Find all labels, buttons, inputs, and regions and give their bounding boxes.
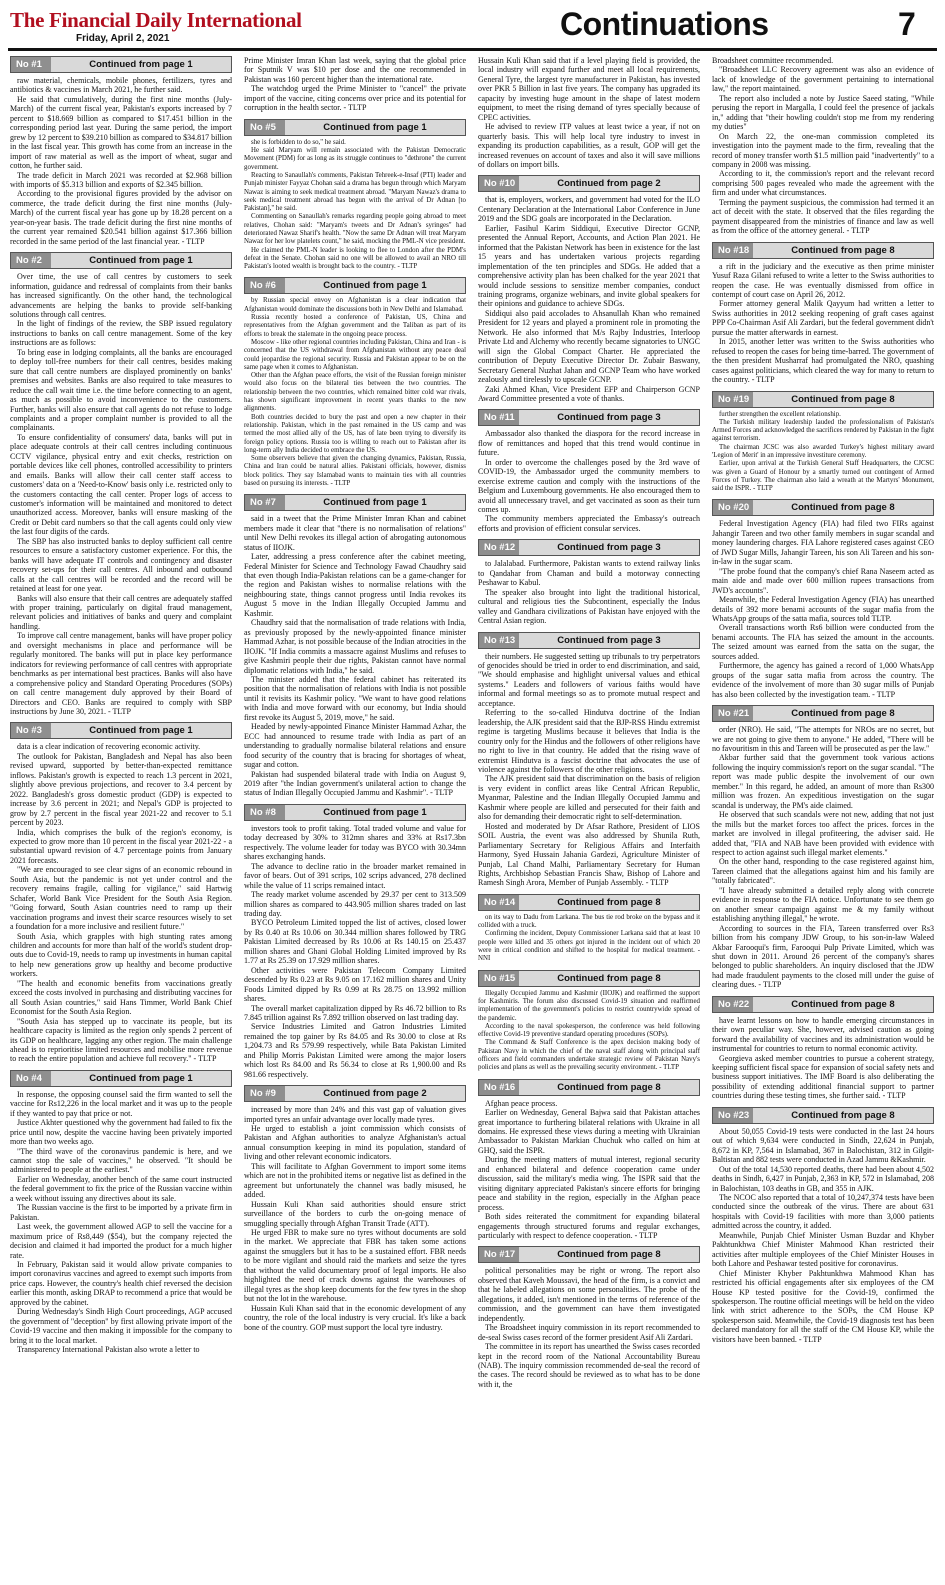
story-paragraph: The committee in its report has unearthed the Swiss cases recorded kept in the record room of the National Accountability Bureau (NAB). The inquiry commission recommended de-seal the record of the cases. The record should be reviewed as to what has to be done with it, the xyxy=(478,1342,700,1389)
story-paragraph: Earlier on Wednesday, General Bajwa said that Pakistan attaches great importance to furthering bilateral relations with Ukraine in all domains. He expressed these views during a meeting with Ukrainian Ambassador to Pakistan Markian Chuchuk who called on him at GHQ, said the ISPR. xyxy=(478,1108,700,1155)
story-paragraph: According to sources in the FIA, Tareen transferred over Rs3 billion from his company JDW Group, to his son-in-law Waleed Akbar Farooqui's firm, Farooqui Pulp Private Limited, which was shut down in 2011. Around 26 percent of the company's shares belonged to public shareholders. An inquiry disclosed that the JDW had made fraudulent payments to the closed mill under the guise of clearing dues. - TLTP xyxy=(712,923,934,990)
story-paragraph: Federal Investigation Agency (FIA) had filed two FIRs against Jahangir Tareen and two other family members in sugar scandal and money laundering charges. FIA Lahore registered cases against CEO of JWD Sugar Mills, Jahangir Tareen, his son Ali Tareen and his son-in-law in the sugar scam. xyxy=(712,519,934,567)
story xyxy=(478,970,700,1073)
story-number: No #9 xyxy=(245,1086,285,1101)
continued-from-label: Continued from page 1 xyxy=(89,1072,193,1084)
story-number: No #11 xyxy=(479,410,519,425)
story-paragraph: Out of the total 14,530 reported deaths, there had been about 4,502 deaths in Sindh, 6,427 in Punjab, 2,363 in KP, 572 in Islamabad, 208 in Balochistan, 103 deaths in GB, and 355 in AJK. xyxy=(712,1164,934,1193)
story xyxy=(10,722,232,1063)
continued-from-label: Continued from page 2 xyxy=(557,178,661,190)
story-paragraph: He advised to review ITP values at least twice a year, if not on quarterly basis. This will help local tyre industry to invest in expanding its production capabilities, as a result, GOP will get the increased revenues on account of taxes and also it will save millions of dollars on import bills. xyxy=(478,122,700,169)
story-paragraph: According to the provisional figures provided by the advisor on commerce, the trade deficit during the first nine months (July-March) of the current fiscal year has gone up by 18.28 percent on a year-on-year basis. The trade deficit during the first nine months of the current year remained $20.541 billion against $17.366 billion recorded in the same period of the last financial year. - TLTP xyxy=(10,189,232,246)
story-paragraph: Service Industries Limited and Gatron Industries Limited remained the top gainer by Rs 84.05 and Rs 30.00 to close at Rs 1,204.73 and Rs 579.99 respectively, while Bata Pakistan Limited and Philip Morris Pakistan Limited were among the major losers which lost Rs 84.00 and Rs 56.34 to close at Rs 1,900.00 and Rs 981.66 respectively. xyxy=(244,1022,466,1079)
story-paragraph: to Jalalabad. Furthermore, Pakistan wants to extend railway links to Qandahar from Chaman and build a motorway connecting Peshawar to Kabul. xyxy=(478,559,700,588)
story-paragraph: Transparency International Pakistan also wrote a letter to xyxy=(17,1345,200,1355)
story-number: No #3 xyxy=(11,723,51,738)
story-paragraph: Chief Minister Khyber Pakhtunkhwa Mahmood Khan has restricted his official engagements after six employees of the CM House KP tested positive for the Covid-19, confirmed the spokesperson. The routine official meetings will be held on the video link with strict adherence to the SOPs, the CM House KP spokesperson said. Meanwhile, the Covid-19 diagnosis test has been declared mandatory for all the staff of the CM House KP, while the visitors have been banned. - TLTP xyxy=(712,1268,934,1344)
page-number: 7 xyxy=(898,6,916,42)
story xyxy=(478,894,700,964)
story-paragraph: In order to overcome the challenges posed by the 3rd wave of COVID-19, the Ambassador urged the community members to exercise extreme caution and comply with the instructions of the Belgium and Luxembourg governments. He also encouraged them to avoid all unnecessary travel, and get vaccinated as soon as their turn comes up. xyxy=(478,457,700,515)
story xyxy=(712,1107,934,1344)
story-paragraph: Other than the Afghan peace efforts, the visit of the Russian foreign minister would also focus on the bilateral ties between the two countries. The relationship between the two countries, which remained bitter cold war rivals, has shown significant improvement in recent years thanks to the new alignments. xyxy=(244,372,466,413)
story-paragraph: Overall transactions worth Rs6 billion were conducted from the benami accounts. The FIA has seized the amount in the accounts. The seized amount was earned from the satta on the sugar, the sources added. xyxy=(712,623,934,661)
story-paragraph: said in a tweet that the Prime Minister Imran Khan and cabinet members made it clear that "there is no normalisation of relations" until New Delhi revokes its illegal action of abrogating autonomous status of IIOJK. xyxy=(244,514,466,552)
story-paragraph: The SBP has also instructed banks to deploy sufficient call centre resources to ensure a satisfactory customer experience. For this, the banks will have adequate IT controls and contingency and disaster recovery set-ups for their call centres. All inbound and outbound calls at the call centres will be recorded and the record will be retained at least for one year. xyxy=(10,536,232,594)
masthead-rule xyxy=(8,48,937,51)
story-paragraph: increased by more than 24% and this vast gap of valuation gives imported tyres an unfair advantage over locally made tyres. xyxy=(244,1105,466,1124)
story-paragraph: Referring to the so-called Hindutva doctrine of the Indian leadership, the AJK president said that the BJP-RSS Hindu extremist regime is targeting Muslims because it believes that India is the country only for the Hindus and the followers of other religions have no right to live in that country. He added that the rising wave of extremist Hindutva is a fascist doctrine that advocates the use of violence against the followers of the other religions. xyxy=(478,708,700,774)
story-number: No #22 xyxy=(713,997,753,1012)
story xyxy=(712,391,934,494)
story-paragraph: About 50,055 Covid-19 tests were conducted in the last 24 hours out of which 9,634 were conducted in Sindh, 22,624 in Punjab, 8,672 in KP, 7,564 in Islamabad, 367 in Balochistan, 312 in Gilgit-Baltistan and 882 tests were conducted in Azad Jammu &Kashmir. xyxy=(712,1126,934,1165)
story-paragraph: Georgieva asked member countries to pursue a coherent strategy, keeping sufficient fiscal space for expansion of social safety nets and business support initiatives. The IMF Board is also deliberating the possibility of extending additional financial support to partner countries during these testing times, she further said. - TLTP xyxy=(712,1053,934,1101)
story-paragraph: political personalities may be right or wrong. The report also observed that Kaveh Moussavi, the head of the firm, is a convict and that he labeled allegations on some personalities. The probe of the allegations, it added, isn't mentioned in the terms of reference of the commission, and the government can have them investigated independently. xyxy=(478,1266,700,1323)
masthead xyxy=(0,0,945,50)
story-number: No #13 xyxy=(479,633,519,648)
story-paragraph: Chaudhry said that the normalisation of trade relations with India, as previously proposed by the newly-appointed finance minister Hammad Azhar, is not possible because of the Indian atrocities in the IIOJK. "If India commits a massacre against Muslims and refuses to give Kashmiri people their due rights, Pakistan cannot have normal diplomatic relations with India," he said. xyxy=(244,618,466,675)
story xyxy=(10,1070,232,1355)
continued-from-label: Continued from page 2 xyxy=(323,1088,427,1100)
story-paragraph: investors took to profit taking. Total traded volume and value for today decreased by 30% to 312mn shares and 33% at Rs17.3bn respectively. The volume leader for today was BYCO with 30.34mn shares exchanging hands. xyxy=(244,823,466,862)
column-1 xyxy=(10,56,232,1582)
story-paragraph: The minister added that the federal cabinet has reiterated its position that the normalisation of relations with India is not possible until it revisits its Kashmir policy. "We want to have good relations with India and move forward with our economy, but India should first revoke its August 5, 2019, move," he said. xyxy=(244,675,466,722)
story-paragraph: This will facilitate to Afghan Government to import some items which are not in the prohibited items or negative list as defined in the agreement but unfortunately the channel was badly misused, he added. xyxy=(244,1161,466,1200)
continued-from-label: Continued from page 1 xyxy=(89,255,193,267)
story-paragraph: Both sides reiterated the commitment for expanding bilateral engagements through structured forums and regular exchanges, particularly with respect to defence cooperation. - TLTP xyxy=(478,1212,700,1240)
story-paragraph: Other activities were Pakistan Telecom Company Limited descended by Rs 0.23 at Rs 9.05 on 17.162 million shares and Unity Foods Limited dipped by Rs 0.99 at Rs 28.75 on 13.992 million shares. xyxy=(244,965,466,1004)
story-paragraph: on its way to Dadu from Larkana. The bus tie rod broke on the bypass and it collided with a truck. xyxy=(478,913,700,930)
story-paragraph: In response, the opposing counsel said the firm wanted to sell the vaccine for Rs12,226 in the local market and it was up to the people if they wanted to pay that price or not. xyxy=(10,1089,232,1118)
story xyxy=(244,804,466,1079)
story-header xyxy=(712,996,934,1013)
story xyxy=(478,1079,700,1241)
story-paragraph: "Broadsheet LLC Recovery agreement was also an evidence of lack of knowledge of the government pertaining to international law," the report maintained. xyxy=(712,65,934,94)
story-paragraph: Siddiqui also paid accolades to Ahsanullah Khan who remained President for 12 years and played a prominent role in promoting the Network. He also informed that M/s Rajby Industries, Interloop Private Ltd and Alchemy who recently became signatories to UNGC will sign the Global Compact Charter. He appreciated the contribution of Deputy Executive Director Dr. Zubair Baswany, Secretary General Nuzhat Jahan and GCNP Team who have worked zealously and tirelessly to upscale GCNP. xyxy=(478,308,700,385)
story xyxy=(244,1085,466,1332)
story xyxy=(478,1246,700,1389)
story-paragraph: Last week, the government allowed AGP to sell the vaccine for a maximum price of Rs8,449 ($54), but the company rejected the decision and claimed it had imported the product for a much higher rate. xyxy=(10,1222,232,1260)
continued-from-label: Continued from page 8 xyxy=(557,972,661,984)
story-paragraph: Hosted and moderated by Dr Afsar Rathore, President of LIOS SOIL Austria, the event was also addressed by Shunila Ruth, Parliamentary Secretary for Religious Affairs and Interfaith Harmony, Syed Hussain Jahania Gardezi, Agriculture Minister of Punjab, Lal Chand Malhi, Parliamentary Secretary for Human Rights, Archbishop Sebastian Francis Shaw, Bishop of Lahore and Ramesh Singh Arora, Member of Punjab Assembly. - TLTP xyxy=(478,821,700,888)
story-paragraph: "I have already submitted a detailed reply along with concrete evidence in response to the FIA notice. Unfortunate to see them go on another smear campaign against me & my family without establishing anything illegal," he wrote. xyxy=(712,885,934,924)
story-paragraph: The NCOC also reported that a total of 10,247,374 tests have been conducted since the outbreak of the virus. There are about 631 hospitals with Covid-19 facilities with more than 3,000 patients admitted across the country, it added. xyxy=(712,1193,934,1231)
story xyxy=(244,56,466,113)
story-number: No #23 xyxy=(713,1108,753,1123)
story-paragraph: According to it, the commission's report and the relevant record comprising 500 pages revealed who made the agreement with the firm and under what circumstances. xyxy=(712,169,934,198)
continued-from-label: Continued from page 8 xyxy=(791,1109,895,1121)
story-paragraph: Commenting on Sanaullah's remarks regarding people going abroad to meet relatives, Chohan said: "Maryam's tweets and Dr Adnan's syringes" had deteriorated Nawaz Sharif's health. "Now the same Dr Adnan will treat Maryam Nawaz for her low platelets count," he said, mocking the PML-N vice president. xyxy=(244,213,466,246)
story-paragraph: Hussain Kuli Khan said authorities should ensure strict surveillance of the borders to curb the on-going menace of smuggling specially through Afghan Transit Trade (ATT). xyxy=(244,1199,466,1228)
story-paragraph: He claimed the PML-N leader is looking to flee to London after the PDM's defeat in the Senate. Chohan said no one will be allowed to avail an NRO till Pakistan's looted wealth is brought back to the country. - TLTP xyxy=(244,246,466,271)
story-paragraph: The report also included a note by Justice Saeed stating, "While perusing the report in Margalla, I could feel the presence of jackals in," adding that "their howling couldn't stop me from my rendering my duties" xyxy=(712,93,934,132)
continued-from-label: Continued from page 1 xyxy=(323,806,427,818)
story-paragraph: Justice Akhter questioned why the government had failed to fix the price until now, despite the vaccine having been privately imported more than two weeks ago. xyxy=(10,1118,232,1147)
story-paragraph: To bring ease in lodging complaints, all the banks are encouraged to deploy toll-free numbers for their call centres, besides making sure that call centre numbers are displayed prominently on banks' premises and websites. Banks are also required to take measures to reduce the call wait time i.e. the time before connecting to an agent, as much as possible to avoid inconvenience to the customers. Further, banks will also ensure that call agents do not refuse to lodge complaints and a proper complaint number is provided to all the complainants. xyxy=(10,347,232,433)
story-paragraph: "South Asia has stepped up to vaccinate its people, but its healthcare capacity is limited as the region only spends 2 percent of its GDP on healthcare, lagging any other region. The main challenge ahead is to reprioritise limited resources and mobilise more revenue to reach the entire population and achieve full recovery." - TLTP xyxy=(10,1016,232,1064)
continued-from-label: Continued from page 1 xyxy=(323,121,427,133)
story-paragraph: The AJK president said that discrimination on the basis of religion is very evident in conflict areas like Central African Republic, Myanmar, Palestine and the Indian Illegally Occupied Jammu and Kashmir where people are killed and persecuted for their faith and also for demanding their democratic right to self-determination. xyxy=(478,774,700,822)
story-paragraph: Both countries decided to bury the past and open a new chapter in their relationship. Pakistan, which in the past remained in the US camp and was termed the most allied ally of the US, has of late been trying to diversify its foreign policy options. Russia too is willing to reach out to Pakistan after its long-term ally India decided to embrace the US. xyxy=(244,413,466,454)
story xyxy=(10,56,232,246)
story-paragraph: a rift in the judiciary and the executive as then prime minister Yusuf Raza Gilani refused to write a letter to the Swiss authorities to reopen the case. He was eventually dismissed from office in contempt of court case on April 26, 2012. xyxy=(712,261,934,299)
story-header xyxy=(10,1070,232,1087)
story xyxy=(244,277,466,488)
story-paragraph: The community members appreciated the Embassy's outreach efforts and provision of efficient consular services. xyxy=(478,514,700,533)
story-paragraph: "The probe found that the company's chief Rana Naseem acted as main aide and made over 600 million rupees transactions from JWD's accounts". xyxy=(712,566,934,595)
story-paragraph: The overall market capitalization dipped by Rs 46.72 billion to Rs 7.845 trillion against Rs 7.892 trillion observed on last trading day. xyxy=(244,1003,466,1022)
story-paragraph: South Asia, which grapples with high stunting rates among children and accounts for more than half of the world's student drop-outs due to Covid-19, needs to ramp up investments in human capital to help new generations grow up healthy and become productive workers. xyxy=(10,931,232,979)
story-number: No #6 xyxy=(245,278,285,293)
story-header xyxy=(478,175,700,192)
story-number: No #15 xyxy=(479,971,519,986)
story xyxy=(712,996,934,1101)
story-paragraph: Hussain Kuli Khan said that in the economic development of any country, the role of the local industry is very crucial. It's like a back bone of the country. GOP must support the local tyre industry. xyxy=(244,1303,466,1332)
story-number: No #20 xyxy=(713,500,753,515)
story-header xyxy=(10,252,232,269)
story-paragraph: He observed that such scandals were not new, adding that not just the mills but the market forces too affect the prices. forces in the market are involved in illegal profiteering, the adviser said. He added that, "FIA and NAB have been provided with evidence with respect to action against such illegal market elements." xyxy=(712,810,934,857)
story-number: No #2 xyxy=(11,253,51,268)
continued-from-label: Continued from page 3 xyxy=(557,634,661,646)
story-paragraph: that is, employers, workers, and government had voted for the ILO Centenary Declaration at the International Labor Conference in June 2019 and the SDG goals are incorporated in the Declaration. xyxy=(478,195,700,224)
story-header xyxy=(244,277,466,294)
story-header xyxy=(478,632,700,649)
story-number: No #10 xyxy=(479,176,519,191)
continued-from-label: Continued from page 8 xyxy=(557,896,661,908)
story-number: No #21 xyxy=(713,706,753,721)
continued-from-label: Continued from page 8 xyxy=(791,708,895,720)
story-paragraph: The ready market volume ascended by 29.37 per cent to 313.509 million shares as compared to 443.905 million shares traded on last trading day. xyxy=(244,890,466,918)
story-number: No #5 xyxy=(245,120,285,135)
continued-from-label: Continued from page 8 xyxy=(791,393,895,405)
story-paragraph: Former attorney general Malik Qayyum had written a letter to Swiss authorities in 2012 seeking reopening of graft cases against PPP Co-Chairman Asif Ali Zardari, but the federal government didn't pursue the matter afterwards in earnest. xyxy=(712,299,934,337)
story-paragraph: On March 22, the one-man commission completed its investigation into the payment made to the firm, revealing that the record of money transfer worth $1.5 million paid "inadvertently" to a company in 2008 was missing. xyxy=(712,131,934,169)
column-2 xyxy=(244,56,466,1582)
story-paragraph: The Turkish military leadership lauded the professionalism of Pakistan's Armed Forces and acknowledged the sacrifices rendered by Pakistan in the fight against terrorism. xyxy=(712,418,934,443)
story-paragraph: Hussain Kuli Khan said that if a level playing field is provided, the local industry will expand further and meet all local requirements, General Tyre, the largest tyre manufacturer in Pakistan, has invested over PKR 5 Billion in last five years. The company has upgraded its capacity by investing huge amount in the shape of latest modern equipment, to meet the rising demand of tyres specially because of CPEC activities. xyxy=(478,56,700,122)
continued-from-label: Continued from page 8 xyxy=(557,1249,661,1261)
story-header xyxy=(712,499,934,516)
story-paragraph: The chairman JCSC was also awarded Turkey's highest military award 'Legion of Merit' in an impressive investiture ceremony. xyxy=(712,443,934,459)
story-paragraph: During the meeting matters of mutual interest, regional security and enhanced bilateral and defence cooperation came under discussion, said the military's media wing. The ISPR said that the visiting dignitary appreciated Pakistan's sincere efforts for bringing peace and stability in the region, especially in the Afghan peace process. xyxy=(478,1155,700,1212)
story-paragraph: BYCO Petroleum Limited topped the list of actives, closed lower by Rs 0.40 at Rs 10.06 on 30.344 million shares followed by TRG Pakistan Limited decreased by Rs 10.06 at Rs 140.15 on 25.437 million shares and Ghani Global Holding Limited improved by Rs 1.77 at Rs 25.39 on 17.929 million shares. xyxy=(244,918,466,966)
story-paragraph: Illegally Occupied Jammu and Kashmir (IIOJK) and reaffirmed the support for Kashmiris. The forum also discussed Covid-19 situation and reaffirmed implementation of the government's policies to restrict countrywide spread of the pandemic. xyxy=(478,989,700,1022)
story-header xyxy=(478,539,700,556)
section-title: Continuations xyxy=(560,6,769,42)
story xyxy=(244,119,466,272)
story-paragraph: He said Maryam will remain associated with the Pakistan Democratic Movement (PDM) for as long as its struggle continues to "dethrone" the current government. xyxy=(244,147,466,171)
story xyxy=(478,175,700,403)
story xyxy=(244,494,466,798)
continued-from-label: Continued from page 1 xyxy=(89,59,193,70)
story xyxy=(712,499,934,699)
story-paragraph: order (NRO). He said, "The attempts for NROs are no secret, but we are not going to give them to anyone." He added, "There will be no favouritism in this and Tareen will be prosecuted as per the law." xyxy=(712,725,934,753)
story-header xyxy=(712,391,934,408)
story-paragraph: Pakistan had suspended bilateral trade with India on August 9, 2019 after "the Indian government's unilateral action to change the status of Indian Illegally Occupied Jammu and Kashmir". - TLTP xyxy=(244,769,466,798)
story-paragraph: Meanwhile, the Federal Investigation Agency (FIA) has unearthed details of 392 more benami accounts of the sugar mafia from the WhatsApp groups of the satta mafia, sources told TLTP. xyxy=(712,595,934,623)
story-paragraph: "The third wave of the coronavirus pandemic is here, and we cannot stop the sale of vaccines," he observed. "It should be administered to people at the earliest." xyxy=(10,1146,232,1175)
story-paragraph: Moscow - like other regional countries including Pakistan, China and Iran - is concerned that the US withdrawal from Afghanistan without any peace deal could jeopardise the regional security. Russia and Pakistan appear to be on the same page when it comes to Afghanistan. xyxy=(244,338,466,371)
story-header xyxy=(478,1246,700,1263)
continued-from-label: Continued from page 1 xyxy=(323,497,427,509)
story-paragraph: Meanwhile, Punjab Chief Minister Usman Buzdar and Khyber Pakhtunkhwa Chief Minister Mahmood Khan restricted their activities after multiple employees of the Chief Minister Houses in both Lahore and Peshawar tested positive for coronavirus. xyxy=(712,1230,934,1269)
story-paragraph: by Russian special envoy on Afghanistan is a clear indication that Afghanistan would dominate the discussions both in New Delhi and Islamabad. xyxy=(244,297,466,313)
story-paragraph: Prime Minister Imran Khan last week, saying that the global price for Sputnik V was $10 per dose and the one recommended in Pakistan was 160 percent higher than the international rate. xyxy=(244,56,466,84)
story-paragraph: To ensure confidentiality of consumers' data, banks will put in place adequate controls at their call centres including continuous CCTV vigilance, physical entry and exit checks, restriction on portable devices like cell phones, controlled accessibility to printers and emails. Banks will allow their call center staff access to customers' data on a 'Need-to-Know' basis only i.e. restricted only to the customers contacting the call center. Proper logs of access to customer's information will be maintained and monitored to detect unauthorized access. Moreover, banks will ensure masking of the Credit or Debit card numbers so that the call agents could only view the last four digits of the cards. xyxy=(10,432,232,537)
story-number: No #7 xyxy=(245,495,285,510)
story-paragraph: During Wednesday's Sindh High Court proceedings, AGP accused the government of "deception" by first allowing private import of the Covid-19 vaccine and then making it impossible for the company to bring it to the local market. xyxy=(10,1307,232,1345)
story-number: No #14 xyxy=(479,895,519,910)
story-header xyxy=(712,242,934,259)
story-paragraph: Earlier, upon arrival at the Turkish General Staff Headquarters, the CJCSC was given a Guard of Honour by a smartly turned out contingent of Armed Forces of Turkey. The chairman also laid a wreath at the Martyrs' Monument, said the ISPR. - TLTP xyxy=(712,460,934,493)
story-header xyxy=(478,970,700,987)
story-number: No #17 xyxy=(479,1247,519,1262)
story-header xyxy=(244,494,466,511)
story-header xyxy=(10,722,232,739)
story-paragraph: India, which comprises the bulk of the region's economy, is expected to grow more than 10 percent in the fiscal year 2021-22 - a substantial upward revision of 4.7 percentage points from January 2021 forecasts. xyxy=(10,827,232,865)
story xyxy=(478,409,700,533)
story-paragraph: "We are encouraged to see clear signs of an economic rebound in South Asia, but the pandemic is not yet under control and the recovery remains fragile, calling for vigilance," said Hartwig Schafer, World Bank Vice President for the South Asia Region. "Going forward, South Asian countries need to ramp up their vaccination programs and invest their scarce resources wisely to set a foundation for a more inclusive and resilient future." xyxy=(10,865,232,932)
story-paragraph: raw material, chemicals, mobile phones, fertilizers, tyres and antibiotics & vaccines in March 2021, he further said. xyxy=(10,76,232,95)
story-paragraph: The trade deficit in March 2021 was recorded at $2.968 billion with imports of $5.313 billion and exports of $2.345 billion. xyxy=(10,170,232,189)
story-paragraph: The advance to decline ratio in the broader market remained in favor of bears. Out of 391 scrips, 102 scrips advanced, 278 declined while the value of 11 scrips remained intact. xyxy=(244,861,466,890)
story-paragraph: The speaker also brought into light the traditional historical, cultural and religious ties the Subcontinent, especially the Indus valley and Gandhara civilizations of Pakistan have enjoyed with the Central Asian region. xyxy=(478,587,700,626)
story-paragraph: The watchdog urged the Prime Minister to "cancel" the private import of the vaccine, citing concerns over price and its potential for corruption in the health sector. - TLTP xyxy=(244,84,466,113)
story-number: No #4 xyxy=(11,1071,51,1086)
story xyxy=(478,632,700,888)
continued-from-label: Continued from page 8 xyxy=(557,1081,661,1093)
story-paragraph: In 2015, another letter was written to the Swiss authorities who refused to reopen the cases for being time-barred. The government of the then president Musharraf had promulgated the NRO, quashing cases against politicians, which cleared the way for many to return to the country. - TLTP xyxy=(712,337,934,385)
column-4 xyxy=(712,56,934,1582)
story-paragraph: Reacting to Sanaullah's comments, Pakistan Tehreek-e-Insaf (PTI) leader and Punjab minister Fayyaz Chohan said a drama has begun through which Maryam Nawaz is aiming to seek medical treatment abroad. "Maryam Nawaz's drama to seek medical treatment abroad has begun with the arrival of Dr Adnan [to Pakistan]," he said. xyxy=(244,171,466,213)
story-paragraph: The outlook for Pakistan, Bangladesh and Nepal has also been revised upward, supported by better-than-expected remittance inflows. Pakistan's growth is expected to reach 1.3 percent in 2021, slightly above previous projections, and recover to 3.4 percent by 2022. Bangladesh's gross domestic product (GDP) is expected to increase by 3.6 percent in 2021; and Nepal's GDP is projected to grow by 2.7 percent in the fiscal year 2021-22 and recover to 5.1 percent by 2023. xyxy=(10,751,232,828)
story-paragraph: data is a clear indication of recovering economic activity. xyxy=(17,742,201,752)
story-paragraph: have learnt lessons on how to handle emerging circumstances in their own peculiar way. She, however, advised caution as going forward the availability of vaccines and its administration would be instrumental for countries to return to normal economic activity. xyxy=(712,1015,934,1054)
story-header xyxy=(478,1079,700,1096)
story-header xyxy=(712,1107,934,1124)
story-paragraph: further strengthen the excellent relationship. xyxy=(719,410,841,418)
story-number: No #16 xyxy=(479,1080,519,1095)
story-paragraph: Furthermore, the agency has gained a record of 1,000 WhatsApp groups of the sugar satta mafia from across the country. The evidence of the involvement of more than 30 sugar mills of Punjab has also been collected by the investigation team. - TLTP xyxy=(712,661,934,699)
issue-date: Friday, April 2, 2021 xyxy=(76,33,170,44)
story-number: No #19 xyxy=(713,392,753,407)
story xyxy=(478,539,700,625)
story-number: No #12 xyxy=(479,540,519,555)
story-paragraph: On the other hand, responding to the case registered against him, Tareen claimed that the allegations against him and his family are "totally fabricated". xyxy=(712,857,934,886)
story-header xyxy=(712,705,934,722)
newspaper-name: The Financial Daily International xyxy=(10,8,302,32)
story-paragraph: According to the naval spokesperson, the conference was held following effective Covid-19 preventive standard operating procedures (SOPs). xyxy=(478,1022,700,1039)
story xyxy=(478,56,700,169)
story-paragraph: Confirming the incident, Deputy Commissioner Larkana said that at least 10 people were killed and 35 others got injured in the incident out of which 20 were in critical condition and shifted to the hospital for medical treatment. - NNI xyxy=(478,930,700,963)
continued-from-label: Continued from page 8 xyxy=(791,998,895,1010)
story-paragraph: Some observers believe that given the changing dynamics, Pakistan, Russia, China and Iran could be natural allies. Pakistani officials, however, dismiss block politics. They say Islamabad wants to maintain ties with all countries based on pursuing its interests. - TLTP xyxy=(244,455,466,487)
continued-from-label: Continued from page 3 xyxy=(557,542,661,554)
story-paragraph: He said that cumulatively, during the first nine months (July-March) of the current fiscal year, Pakistan's exports increased by 7 percent to $18.669 billion as compared to $17.451 billion in the corresponding period last year. During the same period, the import grew by 12 percent to $39.210 billion as compared to $34.817 billion in the last fiscal year. This growth has come from an increase in the import of raw material as well as the import of wheat, sugar and cotton, he further said. xyxy=(10,94,232,171)
continued-from-label: Continued from page 1 xyxy=(323,280,427,292)
story-paragraph: Over time, the use of call centres by customers to seek information, guidance and redressal of complaints from their banks has increased significantly. On the other hand, the technological advancements are helping the banks to provide self-banking solutions through call centres. xyxy=(10,272,232,319)
story-paragraph: she is forbidden to do so," he said. xyxy=(251,138,346,146)
story-header xyxy=(478,894,700,911)
story-header xyxy=(10,56,232,73)
story-paragraph: The Russian vaccine is the first to be imported by a private firm in Pakistan. xyxy=(10,1203,232,1222)
story-number: No #1 xyxy=(11,57,51,72)
story-paragraph: Later, addressing a press conference after the cabinet meeting, Federal Minister for Science and Technology Fawad Chaudhry said that even though India-Pakistan relations can be a game-changer for the region and Pakistan wishes to normalise relations with the neighbouring state, things cannot progress until India revokes its August 5 move in the Indian Illegally Occupied Jammu and Kashmir. xyxy=(244,552,466,618)
story-paragraph: Zaki Ahmed Khan, Vice President EFP and Chairperson GCNP Award Committee presented a vote of thanks. xyxy=(478,384,700,403)
story-paragraph: Earlier on Wednesday, another bench of the same court instructed the federal government to fix the price of the Russian vaccine within a week without issuing any directives about its sale. xyxy=(10,1174,232,1203)
story-paragraph: He urged FBR to make sure no tyres without documents are sold in the market. We appreciate that FBR has taken some actions against the smugglers but it has to be a sustained effort. FBR needs to be more vigilant and should raid the markets and seize the tyres that without the valid documentary proof of legal imports. He also highlighted the need of crack downs against the warehouses of illegal tyres as the shop keep documents for the few tyres in the shop but not the lot in the warehouse. xyxy=(244,1228,466,1304)
story-paragraph: Afghan peace process. xyxy=(485,1098,558,1108)
story-paragraph: "The health and economic benefits from vaccinations greatly exceed the costs involved in purchasing and distributing vaccines for all South Asian countries," said Hans Timmer, World Bank Chief Economist for the South Asia Region. xyxy=(10,978,232,1017)
story-header xyxy=(244,804,466,821)
story-paragraph: Ambassador also thanked the diaspora for the record increase in flow of remittances and hoped that this trend would continue in future. xyxy=(478,429,700,458)
story-header xyxy=(478,409,700,426)
story-paragraph: In the light of findings of the review, the SBP issued regulatory instructions to banks on call centre management. Some of the key instructions are as follows: xyxy=(10,319,232,348)
story-paragraph: Earlier, Fasihul Karim Siddiqui, Executive Director GCNP, presented the Annual Report, Accounts, and Action Plan 2021. He informed that the Pakistan Network has been in existence for the last 15 years and has undertaken various projects regarding implementation of the ten principles and SDGs. He added that a comprehensive activity plan has been chalked for the year 2021 that would include sessions to sensitize member companies, conduct training programs, organize webinars, and invite global speakers for their opinions and guidance to achieve SDGs. xyxy=(478,223,700,309)
continued-from-label: Continued from page 1 xyxy=(89,725,193,737)
story-paragraph: The Command & Staff Conference is the apex decision making body of Pakistan Navy in which the chief of the naval staff along with principal staff officers and field commanders undertake strategic review of Pakistan Navy's policies and plans as well as the prevailing security environment. - TLTP xyxy=(478,1039,700,1072)
story-paragraph: In February, Pakistan said it would allow private companies to import coronavirus vaccines and agreed to exempt such imports from price caps. However, the country's health chief reversed the decision earlier this month, asking DRAP to recommend a price that would be approved by the cabinet. xyxy=(10,1260,232,1307)
continued-from-label: Continued from page 8 xyxy=(791,502,895,514)
story-paragraph: To improve call centre management, banks will have proper policy and oversight mechanisms in place and performance will be regularly monitored. The banks will put in place key performance indicators for reviewing performance of call centres with appropriate benchmarks as per international best practices. Banks will also have a comprehensive policy and Standard Operating Procedures (SOPs) on call centre management duly approved by their Board of Directors and CEO. Banks are required to comply with SBP instructions by June 30, 2021. - TLTP xyxy=(10,631,232,716)
story-paragraph: their numbers. He suggested setting up tribunals to try perpetrators of genocides should be tried in order to end discrimination, and said, "We should emphasise and highlight universal values and ethical systems." Leaders and followers of various faiths would have informal and formal meetings so as to promote mutual respect and acceptance. xyxy=(478,651,700,708)
story xyxy=(712,56,934,236)
story-header xyxy=(244,119,466,136)
story-paragraph: Terming the payment suspicious, the commission had termed it an act of deceit with the state. It observed that the files regarding the payment disappeared from the ministries of finance and law as well as from the office of the attorney general. - TLTP xyxy=(712,197,934,236)
story-paragraph: Broadsheet committee recommended. xyxy=(712,56,834,65)
story-paragraph: Headed by newly-appointed Finance Minister Hammad Azhar, the ECC had announced to resume trade with India as part of an understanding to gradually normalise bilateral relations and ensure food security of the country that is bracing for shortages of wheat, sugar and cotton. xyxy=(244,722,466,770)
story-paragraph: Akbar further said that the government took various actions following the inquiry commission's report on the sugar scandal. "The report was made public despite the involvement of our own member." In this regard, he added, an amount of more than Rs300 million was frozen. An expeditious investigation on the sugar scandal is underway, the PM's aide claimed. xyxy=(712,753,934,810)
story xyxy=(712,705,934,990)
story-paragraph: Banks will also ensure that their call centres are adequately staffed with proper training, particularly on digital fraud management, relevant policies and initiatives of banks and query and complaint handling. xyxy=(10,593,232,631)
story xyxy=(10,252,232,716)
continued-from-label: Continued from page 3 xyxy=(557,412,661,424)
story-header xyxy=(244,1085,466,1102)
story-paragraph: He urged to establish a joint commission which consists of Pakistan and Afghan authorities to analyze Afghanistan's actual annual consumption keeping in mind its population, standard of living and other relevant economic indicators. xyxy=(244,1124,466,1162)
story-number: No #8 xyxy=(245,805,285,820)
story-paragraph: The Broadsheet inquiry commission in its report recommended to de-seal Swiss cases record of the former president Asif Ali Zardari. xyxy=(478,1323,700,1342)
story-number: No #18 xyxy=(713,243,753,258)
column-3 xyxy=(478,56,700,1582)
story-paragraph: Russia recently hosted a conference of Pakistan, US, China and representatives from the Afghan government and the Taliban as part of its efforts to break the stalemate in the ongoing peace process. xyxy=(244,314,466,338)
story xyxy=(712,242,934,385)
continued-from-label: Continued from page 8 xyxy=(791,244,895,256)
